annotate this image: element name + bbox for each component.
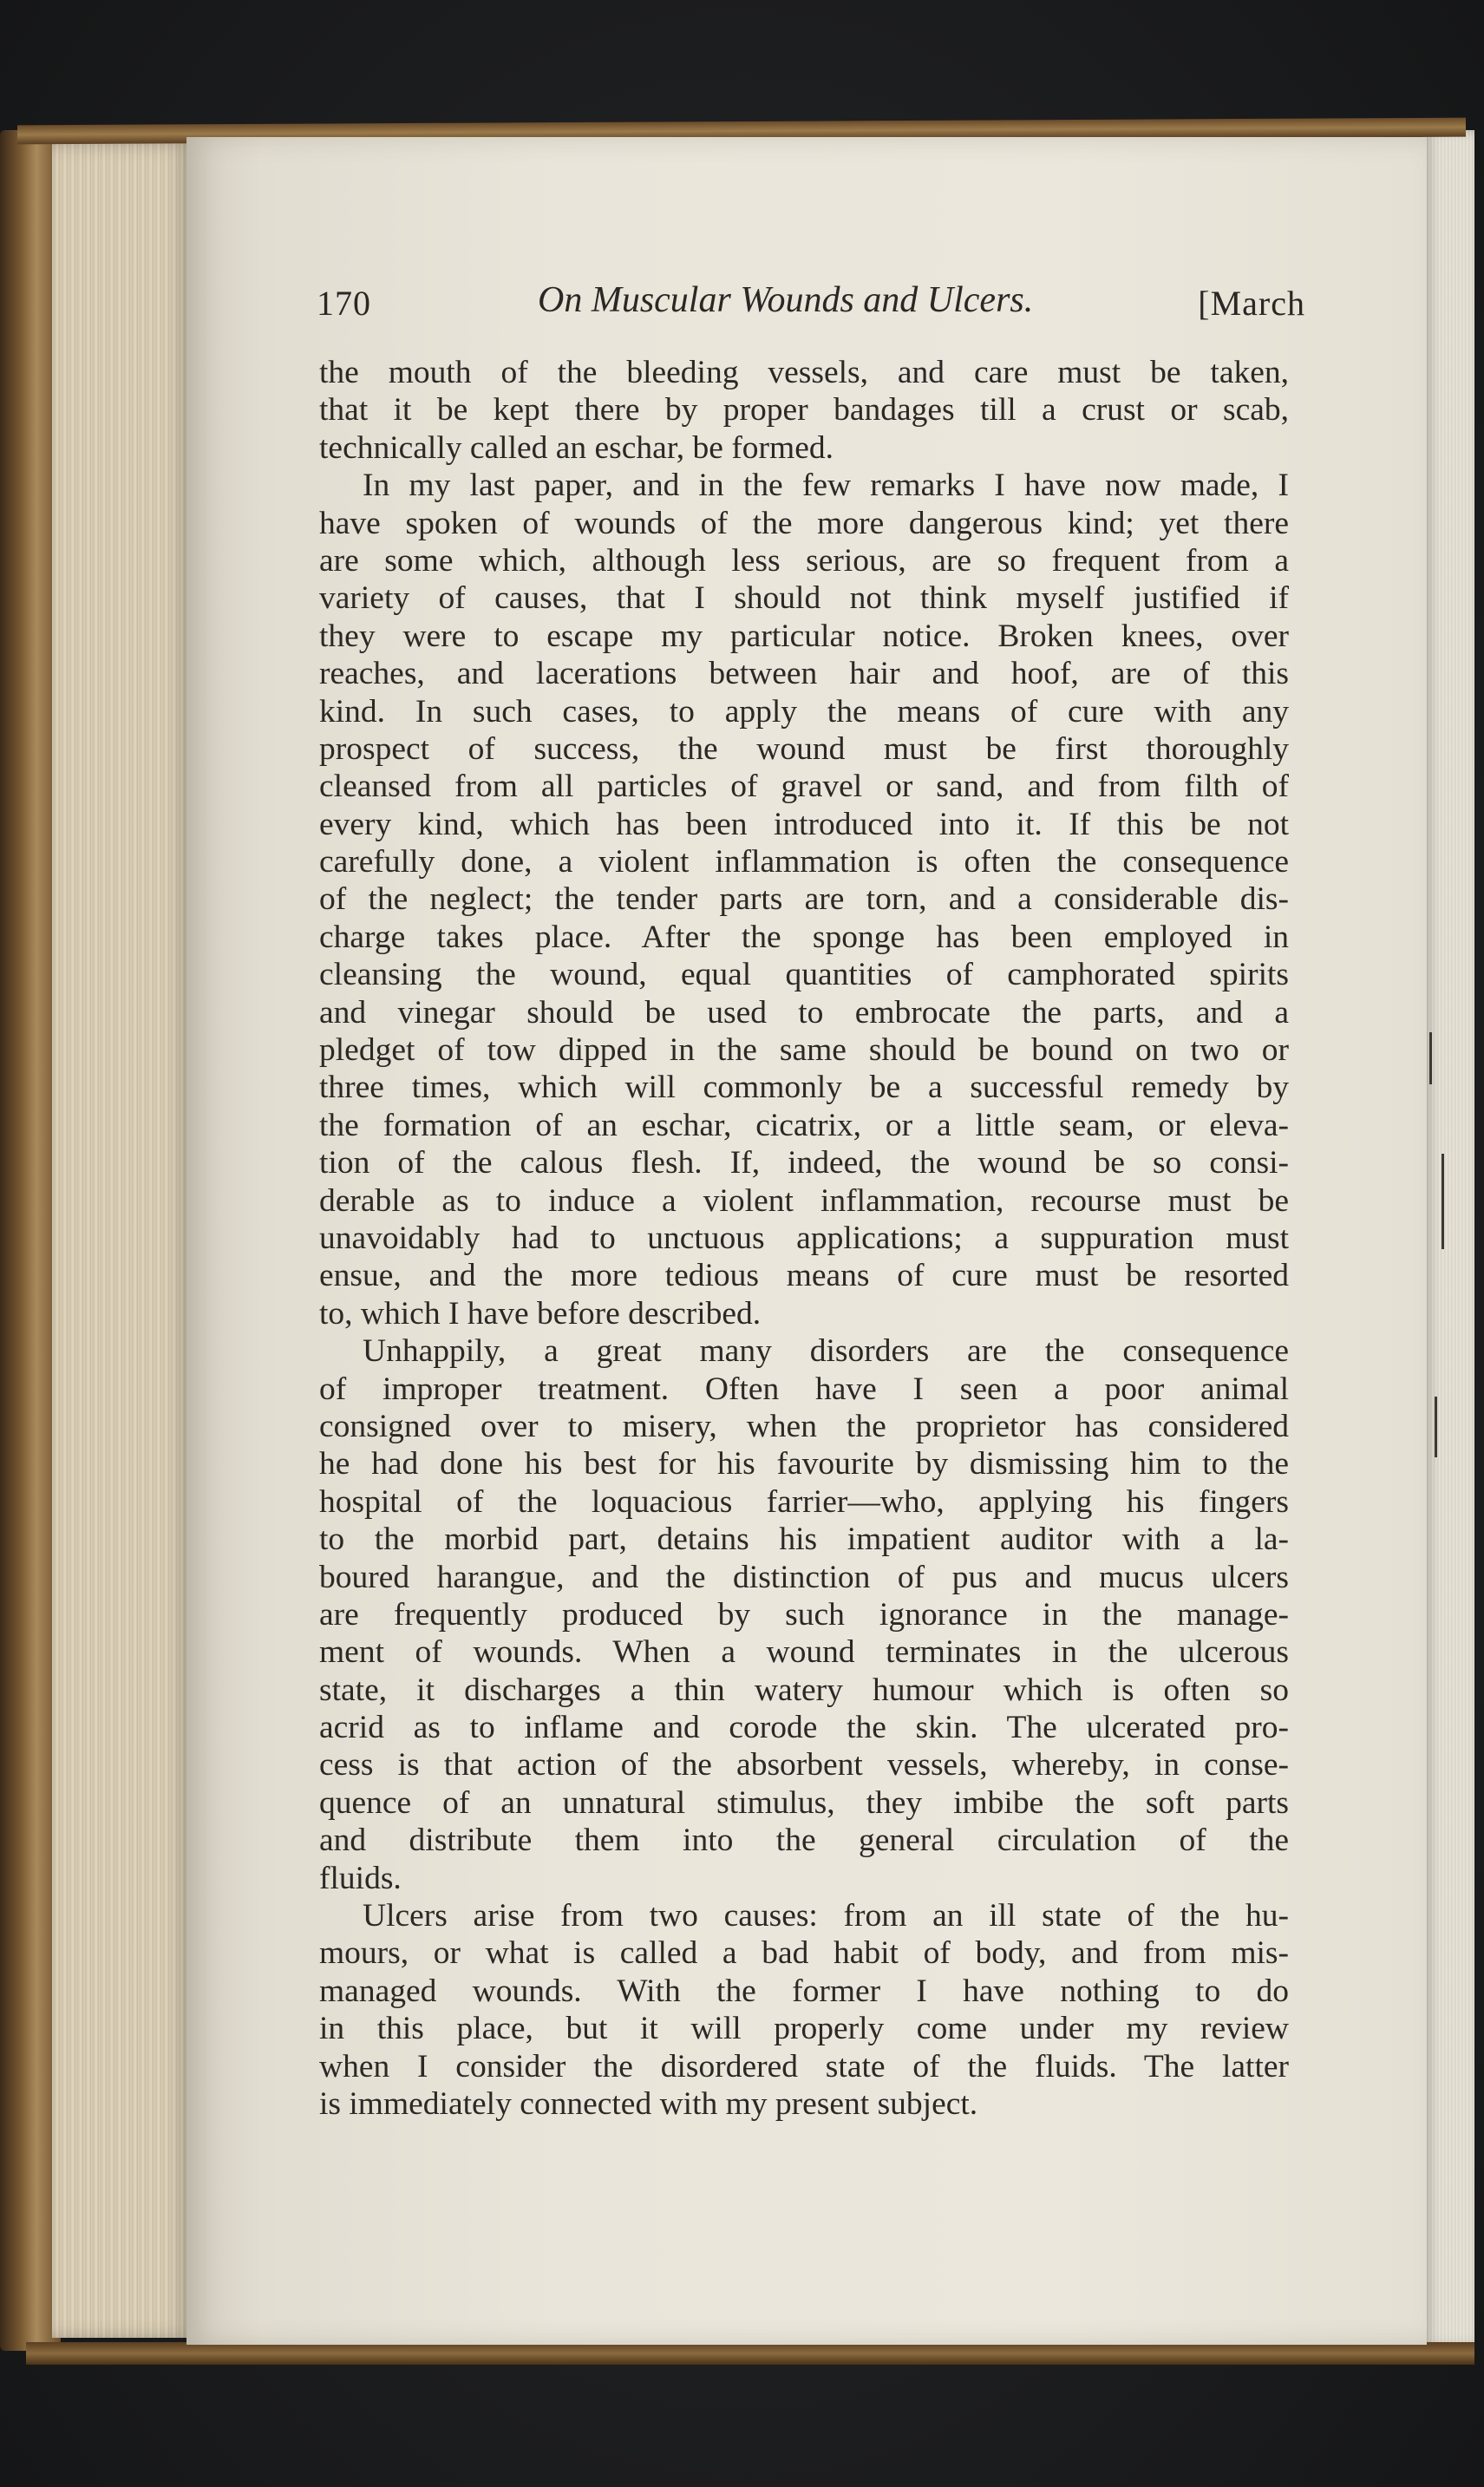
- text-line: cleansing the wound, equal quantities of camphorated spirits: [319, 957, 1289, 993]
- text-line: Ulcers arise from two causes: from an ill state of the hu-: [363, 1898, 1289, 1934]
- right-page-stack: [1422, 130, 1474, 2346]
- text-line: mours, or what is called a bad habit of body, and from mis-: [319, 1935, 1289, 1972]
- running-head: [317, 278, 1305, 330]
- text-line: every kind, which has been introduced into it. If this be not: [319, 806, 1289, 842]
- page-edge-mark: [1429, 1032, 1432, 1084]
- text-line: cleansed from all particles of gravel or sand, and from filth of: [319, 769, 1289, 805]
- text-line: cess is that action of the absorbent vessels, whereby, in conse-: [319, 1747, 1289, 1783]
- text-line: Unhappily, a great many disorders are the consequence: [363, 1333, 1289, 1370]
- text-line: are some which, although less serious, are so frequent from a: [319, 542, 1289, 579]
- page-number: 170: [317, 284, 371, 323]
- text-line: pledget of tow dipped in the same should be bound on two or: [319, 1032, 1289, 1069]
- running-month: [March: [1198, 284, 1305, 323]
- body-text: [319, 354, 1289, 2123]
- text-line: are frequently produced by such ignorance in the manage-: [319, 1596, 1289, 1633]
- text-line: they were to escape my particular notice. Broken knees, over: [319, 618, 1289, 654]
- text-line: acrid as to inflame and corode the skin. The ulcerated pro-: [319, 1710, 1289, 1746]
- text-line: In my last paper, and in the few remarks I have now made, I: [363, 468, 1289, 504]
- text-line: to the morbid part, detains his impatient auditor with a la-: [319, 1522, 1289, 1558]
- text-line: carefully done, a violent inflammation is often the consequence: [319, 844, 1289, 880]
- left-page-stack: [52, 143, 191, 2338]
- text-line: the mouth of the bleeding vessels, and care must be taken,: [319, 355, 1289, 390]
- running-title: On Muscular Wounds and Ulcers.: [538, 280, 1034, 320]
- text-line: he had done his best for his favourite by dismissing him to the: [319, 1446, 1289, 1482]
- cover-board-bottom: [26, 2342, 1474, 2365]
- text-line: have spoken of wounds of the more dangerous kind; yet there: [319, 505, 1289, 541]
- page-edge-mark: [1435, 1397, 1437, 1457]
- text-line: when I consider the disordered state of the fluids. The latter: [319, 2048, 1289, 2084]
- text-line: derable as to induce a violent inflammation, recourse must be: [319, 1182, 1289, 1219]
- text-line: boured harangue, and the distinction of pus and mucus ulcers: [319, 1559, 1289, 1595]
- text-line: ensue, and the more tedious means of cure must be resorted: [319, 1258, 1289, 1294]
- text-line: tion of the calous flesh. If, indeed, the wound be so consi-: [319, 1145, 1289, 1181]
- text-line: that it be kept there by proper bandages till a crust or scab,: [319, 392, 1289, 429]
- text-line: and distribute them into the general circulation of the: [319, 1823, 1289, 1859]
- page-edge-mark: [1442, 1154, 1444, 1249]
- text-line: prospect of success, the wound must be first thoroughly: [319, 730, 1289, 767]
- text-line: the formation of an eschar, cicatrix, or a little seam, or eleva-: [319, 1107, 1289, 1143]
- text-line: and vinegar should be used to embrocate the parts, and a: [319, 994, 1289, 1031]
- text-line: to, which I have before described.: [319, 1295, 762, 1332]
- text-line: of the neglect; the tender parts are torn, and a considerable dis-: [319, 881, 1289, 918]
- text-line: quence of an unnatural stimulus, they imbibe the soft parts: [319, 1784, 1289, 1821]
- text-line: managed wounds. With the former I have nothing to do: [319, 1973, 1289, 2009]
- text-line: is immediately connected with my present subject.: [319, 2085, 978, 2122]
- text-line: state, it discharges a thin watery humour which is often so: [319, 1672, 1289, 1708]
- text-line: variety of causes, that I should not think myself justified if: [319, 580, 1289, 617]
- text-line: unavoidably had to unctuous applications; a suppuration must: [319, 1220, 1289, 1256]
- text-line: three times, which will commonly be a successful remedy by: [319, 1070, 1289, 1106]
- text-line: kind. In such cases, to apply the means of cure with any: [319, 693, 1289, 730]
- text-line: technically called an eschar, be formed.: [319, 429, 834, 466]
- text-line: in this place, but it will properly come under my review: [319, 2011, 1289, 2047]
- text-line: charge takes place. After the sponge has been employed in: [319, 919, 1289, 955]
- text-line: of improper treatment. Often have I seen a poor animal: [319, 1371, 1289, 1407]
- text-line: fluids.: [319, 1860, 402, 1896]
- text-line: ment of wounds. When a wound terminates in the ulcerous: [319, 1634, 1289, 1671]
- text-line: reaches, and lacerations between hair and hoof, are of this: [319, 656, 1289, 692]
- text-line: consigned over to misery, when the proprietor has considered: [319, 1408, 1289, 1444]
- text-line: hospital of the loquacious farrier—who, applying his fingers: [319, 1483, 1289, 1520]
